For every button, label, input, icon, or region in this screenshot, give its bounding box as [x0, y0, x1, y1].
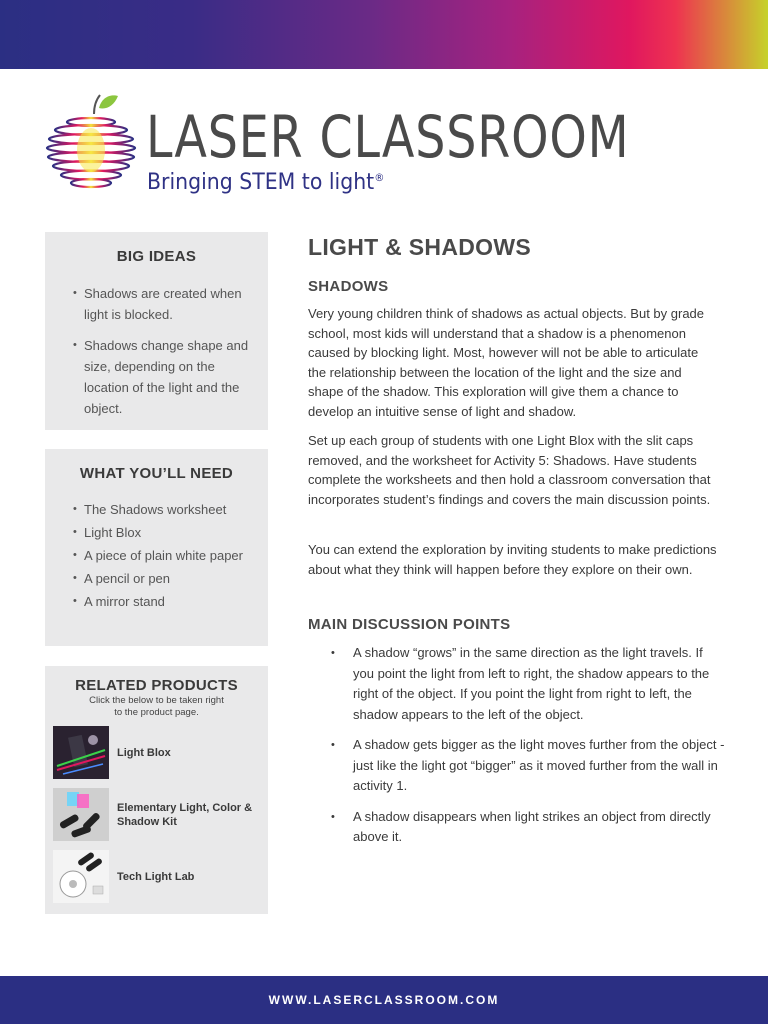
- list-item: • Shadows change shape and size, depending on the location of the light and the object.: [45, 335, 268, 419]
- list-item: • A shadow gets bigger as the light moves further from the object - just like the light got “bigger” as it moved further from the wall in activity 1.: [326, 735, 726, 797]
- light-blox-photo-icon: [53, 726, 109, 779]
- shadows-heading: SHADOWS: [308, 278, 389, 295]
- list-item: • A shadow disappears when light strikes an object from directly above it.: [326, 807, 726, 848]
- brand-tagline: Bringing STEM to light®: [147, 170, 385, 195]
- list-item: • A shadow “grows” in the same direction as the light travels. If you point the light from left to right, the shadow appears to the right of the object. If you point the light from right to left, the shadow appears to the left of the object.: [326, 643, 726, 725]
- page-title: LIGHT & SHADOWS: [308, 234, 531, 260]
- related-products-title: RELATED PRODUCTS: [75, 677, 238, 694]
- paragraph: Set up each group of students with one Light Blox with the slit caps removed, and the worksheet for Activity 5: Shadows. Have students complete the worksheets and then hold a classroom conversation that incorporates student’s findings and covers the main discussion points.: [308, 433, 711, 507]
- list-item: • Light Blox: [45, 522, 268, 543]
- brand-name: LASER CLASSROOM: [146, 103, 630, 171]
- paragraph: You can extend the exploration by inviting students to make predictions about what they think will happen before they explore on their own.: [308, 542, 717, 577]
- product-name: Tech Light Lab: [117, 870, 195, 883]
- product-name: Light Blox: [117, 746, 171, 759]
- list-item: • Shadows are created when light is blocked.: [45, 283, 268, 325]
- header-color-band: [0, 0, 768, 69]
- big-ideas-box: [45, 232, 268, 430]
- what-youll-need-title: WHAT YOU’LL NEED: [79, 465, 234, 482]
- list-item: • A mirror stand: [45, 591, 268, 612]
- paragraph: Very young children think of shadows as actual objects. But by grade school, most kids will understand that a shadow is a phenomenon caused by blocking light. Most, however will not be able to articulate the relationship between the location of the light and the size and shape of the shadow. This exploration will give them a chance to develop an intuitive sense of light and shadow.: [308, 306, 705, 419]
- related-products-note: Click the below to be taken right to the product page.: [89, 695, 224, 718]
- main-content: [308, 232, 728, 844]
- list-item: • The Shadows worksheet: [45, 499, 268, 520]
- big-ideas-title: BIG IDEAS: [116, 248, 197, 265]
- list-item: • A piece of plain white paper: [45, 545, 268, 566]
- website-link[interactable]: WWW.LASERCLASSROOM.COM: [268, 993, 500, 1007]
- product-link-light-blox[interactable]: [53, 726, 262, 779]
- product-link-tech-light-lab[interactable]: [53, 850, 262, 903]
- kit-photo-icon: [53, 788, 109, 841]
- discussion-points-list: [326, 643, 726, 858]
- apple-logo-icon: [44, 92, 139, 197]
- what-youll-need-box: [45, 449, 268, 646]
- tech-light-lab-photo-icon: [53, 850, 109, 903]
- product-link-light-color-shadow-kit[interactable]: [53, 788, 262, 841]
- footer-band: [0, 976, 768, 1024]
- related-products-box: [45, 666, 268, 914]
- discussion-points-heading: MAIN DISCUSSION POINTS: [308, 616, 511, 633]
- list-item: • A pencil or pen: [45, 568, 268, 589]
- product-name: Elementary Light, Color & Shadow Kit: [117, 801, 253, 828]
